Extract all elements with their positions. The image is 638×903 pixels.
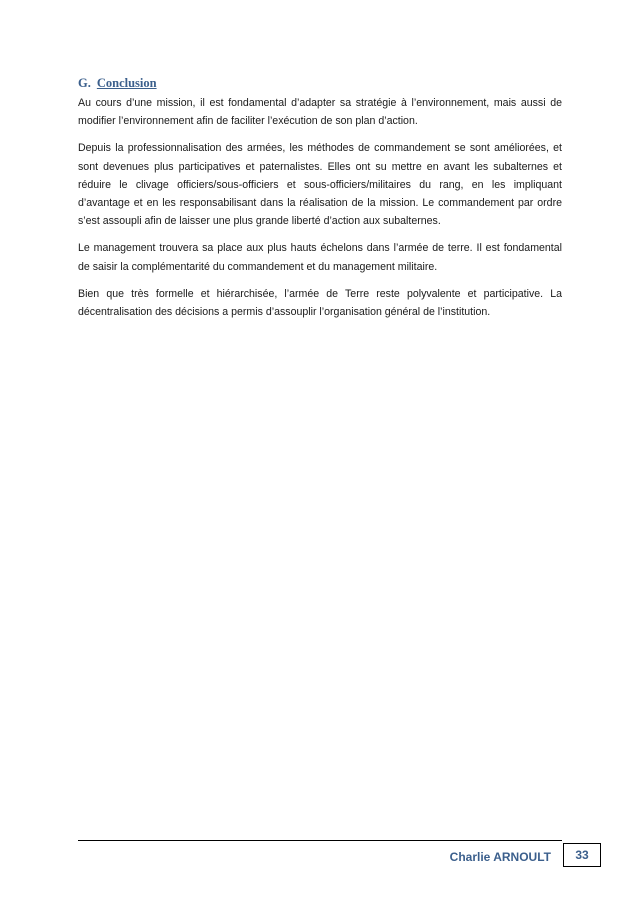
- section-heading: [78, 75, 562, 91]
- page-number-label: 33: [575, 848, 589, 862]
- section-title: Conclusion: [96, 76, 157, 90]
- paragraph: Bien que très formelle et hiérarchisée, l’armée de Terre reste polyvalente et participative. La décentralisation des décisions a permis d’assouplir l’organisation général de l’institution.: [78, 287, 562, 319]
- section-letter: G.: [78, 76, 91, 90]
- page-number: [563, 843, 601, 867]
- paragraph: Depuis la professionnalisation des armées, les méthodes de commandement se sont améliorées, et sont devenues plus participatives et paternalistes. Elles ont su mettre en avant les subalternes et réduire le clivage officiers/sous-officiers et sous-officiers/militaires du rang, en les impliquant d’avantage et en les responsabilisant dans la réalisation de la mission. Le commandement par ordre s’est assoupli afin de laisser une plus grande liberté d’action aux subalternes.: [78, 142, 562, 228]
- page-content: [78, 75, 562, 330]
- footer-author: Charlie ARNOULT: [449, 850, 551, 864]
- paragraph: Au cours d’une mission, il est fondamental d’adapter sa stratégie à l’environnement, mais aussi de modifier l’environnement afin de faciliter l’exécution de son plan d’action.: [78, 97, 562, 128]
- paragraph: Le management trouvera sa place aux plus hauts échelons dans l’armée de terre. Il est fondamental de saisir la complémentarité du commandement et du management militaire.: [78, 242, 562, 273]
- footer-divider: [78, 840, 562, 841]
